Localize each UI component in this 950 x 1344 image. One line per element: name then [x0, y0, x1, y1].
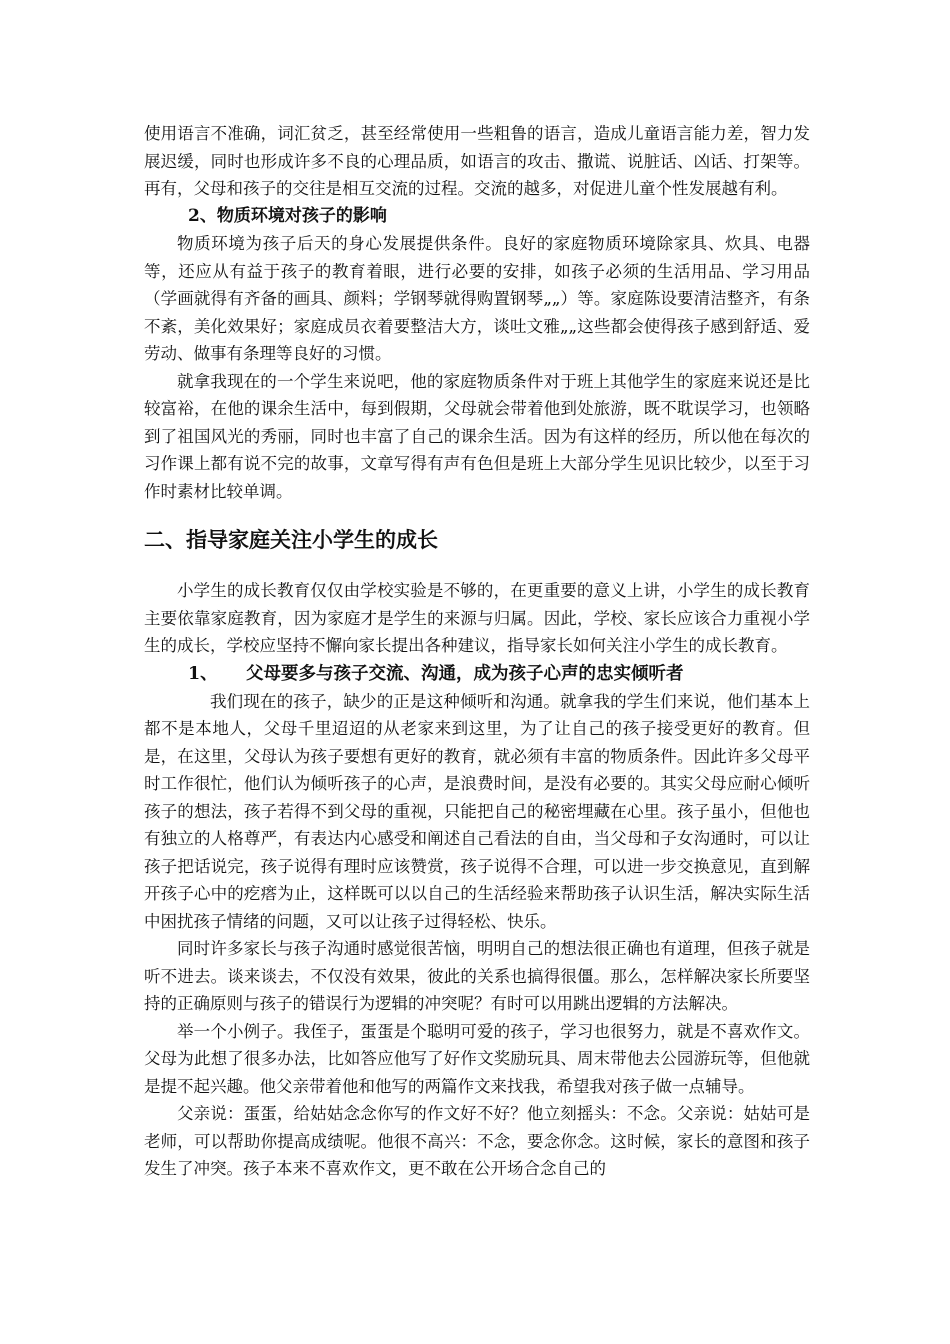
paragraph-parent-frustration: 同时许多家长与孩子沟通时感觉很苦恼，明明自己的想法很正确也有道理，但孩子就是听不进去。谈来谈去，不仅没有效果，彼此的关系也搞得很僵。那么，怎样解决家长所要坚持的正确原则与孩子的错误行为逻辑的冲突呢？有时可以用跳出逻辑的方法解决。 — [144, 939, 810, 1013]
heading-communicate-with-children — [144, 660, 810, 688]
document-page — [144, 120, 810, 1183]
paragraph-nephew-example: 举一个小例子。我侄子，蛋蛋是个聪明可爱的孩子，学习也很努力，就是不喜欢作文。父母为此想了很多办法，比如答应他写了好作文奖励玩具、周末带他去公园游玩等，但他就是提不起兴趣。他父亲带着他和他写的两篇作文来找我，希望我对孩子做一点辅导。 — [144, 1021, 810, 1096]
paragraph-student-example: 就拿我现在的一个学生来说吧，他的家庭物质条件对于班上其他学生的家庭来说还是比较富裕，在他的课余生活中，每到假期，父母就会带着他到处旅游，既不耽误学习，也领略到了祖国风光的秀丽，同时也丰富了自己的课余生活。因为有这样的经历，所以他在每次的习作课上都有说不完的故事，文章写得有声有色但是班上大部分学生见识比较少，以至于习作时素材比较单调。 — [144, 371, 810, 501]
section-heading-guide-families: 二、指导家庭关注小学生的成长 — [144, 528, 438, 552]
paragraph-listening: 我们现在的孩子，缺少的正是这种倾听和沟通。就拿我的学生们来说，他们基本上都不是本地人，父母千里迢迢的从老家来到这里，为了让自己的孩子接受更好的教育。但是，在这里，父母认为孩子要想有更好的教育，就必须有丰富的物质条件。因此许多父母平时工作很忙，他们认为倾听孩子的心声，是浪费时间，是没有必要的。其实父母应耐心倾听孩子的想法，孩子若得不到父母的重视，只能把自己的秘密埋藏在心里。孩子虽小，但他也有独立的人格尊严，有表达内心感受和阐述自己看法的自由，当父母和子女沟通时，可以让孩子把话说完，孩子说得有理时应该赞赏，孩子说得不合理，可以进一步交换意见，直到解开孩子心中的疙瘩为止，这样既可以以自己的生活经验来帮助孩子认识生活，解决实际生活中困扰孩子情绪的问题，又可以让孩子过得轻松、快乐。 — [144, 691, 810, 931]
paragraph-material-environment: 物质环境为孩子后天的身心发展提供条件。良好的家庭物质环境除家具、炊具、电器等，还应从有益于孩子的教育着眼，进行必要的安排，如孩子必须的生活用品、学习用品（学画就得有齐备的画具、颜料；学钢琴就得购置钢琴„„）等。家庭陈设要清洁整齐，有条不紊，美化效果好；家庭成员衣着要整洁大方，谈吐文雅„„这些都会使得孩子感到舒适、爱劳动、做事有条理等良好的习惯。 — [144, 234, 810, 363]
heading-number: 1、 — [188, 663, 218, 684]
paragraph-dialogue: 父亲说：蛋蛋，给姑姑念念你写的作文好不好？他立刻摇头：不念。父亲说：姑姑可是老师，可以帮助你提高成绩呢。他很不高兴：不念，要念你念。这时候，家长的意图和孩子发生了冲突。孩子本来不喜欢作文，更不敢在公开场合念自己的 — [144, 1104, 810, 1178]
paragraph-growth-education: 小学生的成长教育仅仅由学校实验是不够的，在更重要的意义上讲，小学生的成长教育主要依靠家庭教育，因为家庭才是学生的来源与归属。因此，学校、家长应该合力重视小学生的成长，学校应坚持不懈向家长提出各种建议，指导家长如何关注小学生的成长教育。 — [144, 581, 810, 655]
heading-material-environment: 2、物质环境对孩子的影响 — [188, 205, 387, 226]
paragraph-language: 使用语言不准确，词汇贫乏，甚至经常使用一些粗鲁的语言，造成儿童语言能力差，智力发展迟缓，同时也形成许多不良的心理品质，如语言的攻击、撒谎、说脏话、凶话、打架等。再有，父母和孩子的交往是相互交流的过程。交流的越多，对促进儿童个性发展越有利。 — [144, 124, 810, 198]
heading-text: 父母要多与孩子交流、沟通，成为孩子心声的忠实倾听者 — [246, 663, 684, 684]
